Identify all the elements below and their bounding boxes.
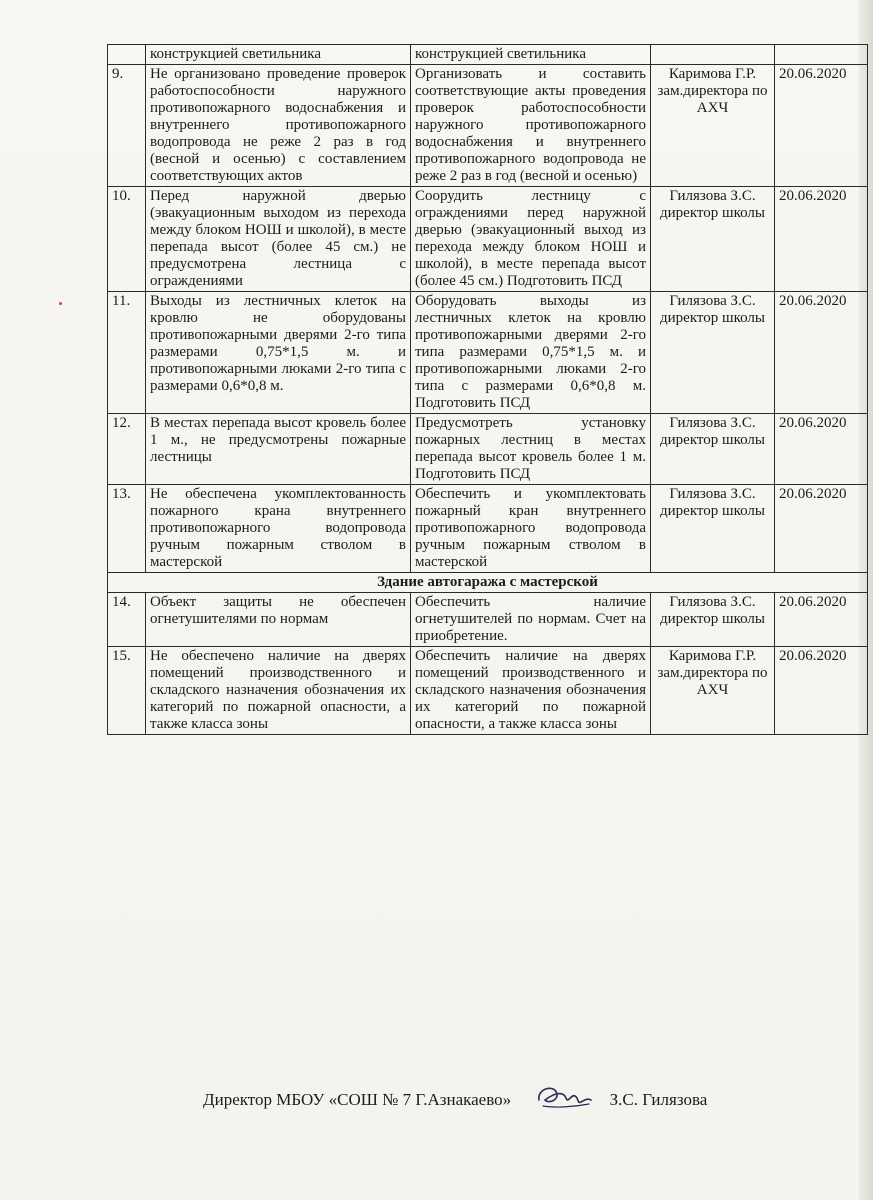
signer-position: Директор МБОУ «СОШ № 7 Г.Азнакаево»: [203, 1089, 512, 1109]
table-row-continuation: [108, 45, 868, 65]
cell-violation: В местах перепада высот кровель более 1 м., не предусмотрены пожарные лестницы: [146, 414, 411, 485]
cell-date: 20.06.2020: [775, 414, 868, 485]
cell-responsible: Гилязова З.С. директор школы: [651, 187, 775, 292]
cell-date: 20.06.2020: [775, 292, 868, 414]
cell-responsible: [651, 45, 775, 65]
cell-violation: Выходы из лестничных клеток на кровлю не оборудованы противопожарными дверями 2-го типа размерами 0,75*1,5 м. и противопожарными люками 2-го типа с размерами 0,6*0,8 м.: [146, 292, 411, 414]
cell-measure: конструкцией светильника: [411, 45, 651, 65]
table-row: [108, 593, 868, 647]
signature-block: [203, 1080, 707, 1119]
table-section-row: [108, 573, 868, 593]
cell-responsible: Гилязова З.С. директор школы: [651, 485, 775, 573]
table-row: [108, 485, 868, 573]
cell-num: 10.: [108, 187, 146, 292]
cell-violation: Не организовано проведение проверок работоспособности наружного противопожарного водоснабжения и внутреннего противопожарного водопровода не реже 2 раз в год (весной и осенью) с составлением соответствующих актов: [146, 65, 411, 187]
cell-date: 20.06.2020: [775, 647, 868, 735]
table-row: [108, 647, 868, 735]
cell-responsible: Каримова Г.Р. зам.директора по АХЧ: [651, 647, 775, 735]
signature-icon: [533, 1080, 595, 1119]
cell-responsible: Гилязова З.С. директор школы: [651, 414, 775, 485]
cell-violation: Объект защиты не обеспечен огнетушителями по нормам: [146, 593, 411, 647]
cell-measure: Организовать и составить соответствующие акты проведения проверок работоспособности наружного противопожарного водоснабжения и внутреннего противопожарного водопровода не реже 2 раз в год (весной и осенью): [411, 65, 651, 187]
signer-name: З.С. Гилязова: [609, 1089, 708, 1109]
cell-measure: Оборудовать выходы из лестничных клеток на кровлю противопожарными дверями 2-го типа размерами 0,75*1,5 м. и противопожарными люками 2-го типа с размерами 0,6*0,8 м. Подготовить ПСД: [411, 292, 651, 414]
cell-date: 20.06.2020: [775, 593, 868, 647]
table-row: [108, 414, 868, 485]
cell-measure: Обеспечить наличие огнетушителей по нормам. Счет на приобретение.: [411, 593, 651, 647]
cell-num: 15.: [108, 647, 146, 735]
cell-violation: Перед наружной дверью (эвакуационным выходом из перехода между блоком НОШ и школой), в месте перепада высот (более 45 см.) не предусмотрена лестница с ограждениями: [146, 187, 411, 292]
cell-violation: Не обеспечено наличие на дверях помещений производственного и складского назначения обозначения их категорий по пожарной опасности, а также класса зоны: [146, 647, 411, 735]
cell-violation: Не обеспечена укомплектованность пожарного крана внутреннего противопожарного водопровода ручным пожарным стволом в мастерской: [146, 485, 411, 573]
table-row: [108, 187, 868, 292]
cell-num: 11.: [108, 292, 146, 414]
table-row: [108, 292, 868, 414]
cell-num: 12.: [108, 414, 146, 485]
cell-num: 9.: [108, 65, 146, 187]
cell-num: [108, 45, 146, 65]
cell-num: 13.: [108, 485, 146, 573]
cell-measure: Соорудить лестницу с ограждениями перед наружной дверью (эвакуационный выход из перехода между блоком НОШ и школой), в месте перепада высот (более 45 см.) Подготовить ПСД: [411, 187, 651, 292]
cell-date: 20.06.2020: [775, 65, 868, 187]
cell-date: 20.06.2020: [775, 485, 868, 573]
section-title: Здание автогаража с мастерской: [108, 573, 868, 593]
cell-measure: Обеспечить и укомплектовать пожарный кран внутреннего противопожарного водопровода ручным пожарным стволом в мастерской: [411, 485, 651, 573]
cell-responsible: Гилязова З.С. директор школы: [651, 593, 775, 647]
measures-table: [107, 44, 868, 735]
scan-speck: [59, 302, 62, 305]
cell-date: [775, 45, 868, 65]
cell-measure: Обеспечить наличие на дверях помещений производственного и складского назначения обозначения их категорий по пожарной опасности, а также класса зоны: [411, 647, 651, 735]
cell-responsible: Гилязова З.С. директор школы: [651, 292, 775, 414]
cell-measure: Предусмотреть установку пожарных лестниц в местах перепада высот кровель более 1 м. Подготовить ПСД: [411, 414, 651, 485]
cell-num: 14.: [108, 593, 146, 647]
cell-responsible: Каримова Г.Р. зам.директора по АХЧ: [651, 65, 775, 187]
table-row: [108, 65, 868, 187]
cell-violation: конструкцией светильника: [146, 45, 411, 65]
cell-date: 20.06.2020: [775, 187, 868, 292]
